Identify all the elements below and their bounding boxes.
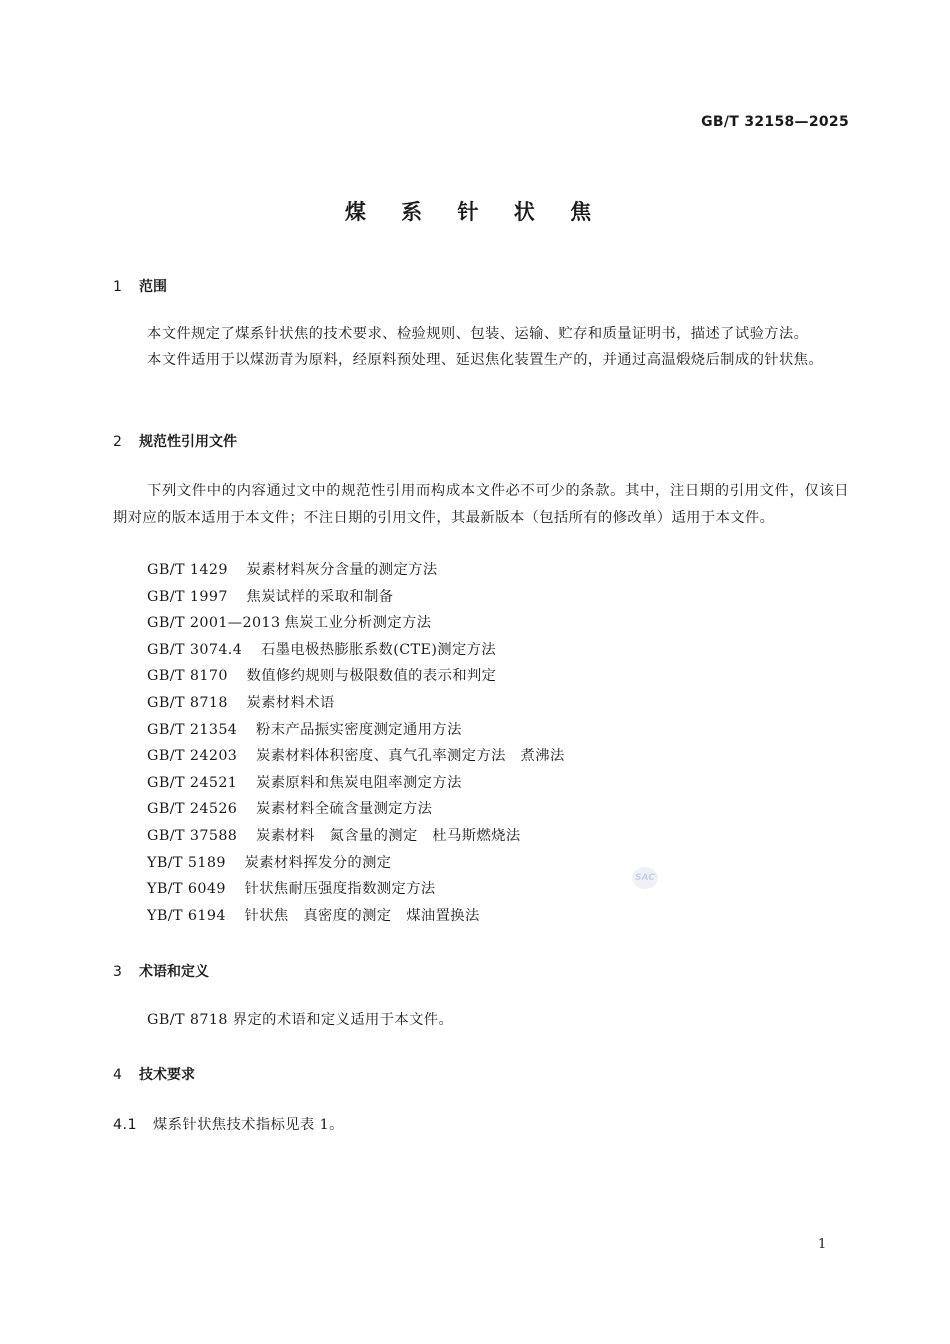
reference-code: GB/T 37588 — [147, 827, 238, 844]
reference-code: YB/T 5189 — [147, 854, 226, 871]
section-title: 范围 — [139, 279, 167, 295]
reference-title: 炭素材料全硫含量测定方法 — [256, 801, 433, 818]
section-number: 4 — [113, 1067, 122, 1083]
section-2-heading — [113, 431, 237, 451]
reference-code: YB/T 6194 — [147, 907, 226, 924]
reference-item — [147, 823, 565, 850]
clause-4-1 — [113, 1114, 344, 1134]
reference-title: 炭素材料灰分含量的测定方法 — [246, 562, 438, 578]
reference-item — [147, 637, 565, 664]
section-title: 规范性引用文件 — [139, 434, 237, 450]
reference-item — [147, 850, 565, 877]
scope-paragraph-1: 本文件规定了煤系针状焦的技术要求、检验规则、包装、运输、贮存和质量证明书，描述了试验方法。 — [147, 326, 809, 342]
reference-code: GB/T 1429 — [147, 562, 228, 578]
reference-item — [147, 743, 565, 770]
reference-item — [147, 690, 565, 717]
reference-code: GB/T 8170 — [147, 668, 228, 685]
reference-title: 焦炭试样的采取和制备 — [246, 588, 394, 605]
section-4-heading — [113, 1064, 195, 1084]
reference-code: GB/T 24526 — [147, 801, 238, 818]
reference-title: 数值修约规则与极限数值的表示和判定 — [246, 668, 497, 685]
clause-number: 4.1 — [113, 1117, 137, 1133]
reference-item — [147, 557, 565, 584]
standard-code: GB/T 32158—2025 — [701, 114, 849, 130]
document-title: 煤 系 针 状 焦 — [344, 200, 606, 224]
reference-code: GB/T 3074.4 — [147, 641, 243, 658]
reference-code: YB/T 6049 — [147, 881, 226, 898]
section-number: 2 — [113, 434, 122, 450]
reference-item — [147, 903, 565, 930]
reference-title: 炭素原料和焦炭电阻率测定方法 — [256, 774, 462, 791]
reference-item — [147, 717, 565, 744]
reference-title: 炭素材料 氮含量的测定 杜马斯燃烧法 — [256, 827, 521, 844]
reference-title: 针状焦 真密度的测定 煤油置换法 — [244, 907, 480, 924]
section-number: 3 — [113, 964, 122, 980]
reference-list — [147, 557, 565, 929]
reference-title: 炭素材料挥发分的测定 — [244, 854, 392, 871]
reference-title: 炭素材料术语 — [246, 694, 335, 711]
reference-code: GB/T 2001—2013 — [147, 615, 281, 632]
reference-item — [147, 796, 565, 823]
references-intro: 下列文件中的内容通过文中的规范性引用而构成本文件必不可少的条款。其中，注日期的引用文件，仅该日期对应的版本适用于本文件；不注日期的引用文件，其最新版本（包括所有的修改单）适用于本文件。 — [113, 483, 849, 526]
reference-item — [147, 584, 565, 611]
reference-title: 炭素材料体积密度、真气孔率测定方法 煮沸法 — [256, 748, 565, 765]
clause-text: 煤系针状焦技术指标见表 1。 — [153, 1117, 344, 1133]
reference-title: 粉末产品振实密度测定通用方法 — [256, 721, 462, 738]
section-title: 术语和定义 — [139, 964, 209, 980]
section-3-heading — [113, 961, 209, 981]
sac-watermark-logo: SAC — [632, 867, 658, 889]
reference-code: GB/T 1997 — [147, 588, 228, 605]
section-number: 1 — [113, 279, 122, 295]
reference-item — [147, 770, 565, 797]
section-title: 技术要求 — [139, 1067, 195, 1083]
reference-code: GB/T 8718 — [147, 694, 228, 711]
reference-title: 焦炭工业分析测定方法 — [284, 615, 432, 632]
reference-code: GB/T 24521 — [147, 774, 238, 791]
section-1-heading — [113, 276, 167, 296]
page-number: 1 — [818, 1237, 827, 1252]
reference-code: GB/T 21354 — [147, 721, 238, 738]
reference-code: GB/T 24203 — [147, 748, 238, 765]
reference-item — [147, 610, 565, 637]
reference-title: 石墨电极热膨胀系数(CTE)测定方法 — [260, 641, 497, 658]
scope-paragraph-2: 本文件适用于以煤沥青为原料，经原料预处理、延迟焦化装置生产的，并通过高温煅烧后制成的针状焦。 — [147, 352, 824, 368]
terms-paragraph: GB/T 8718 界定的术语和定义适用于本文件。 — [147, 1012, 454, 1028]
reference-item — [147, 663, 565, 690]
reference-title: 针状焦耐压强度指数测定方法 — [244, 881, 436, 898]
reference-item — [147, 876, 565, 903]
